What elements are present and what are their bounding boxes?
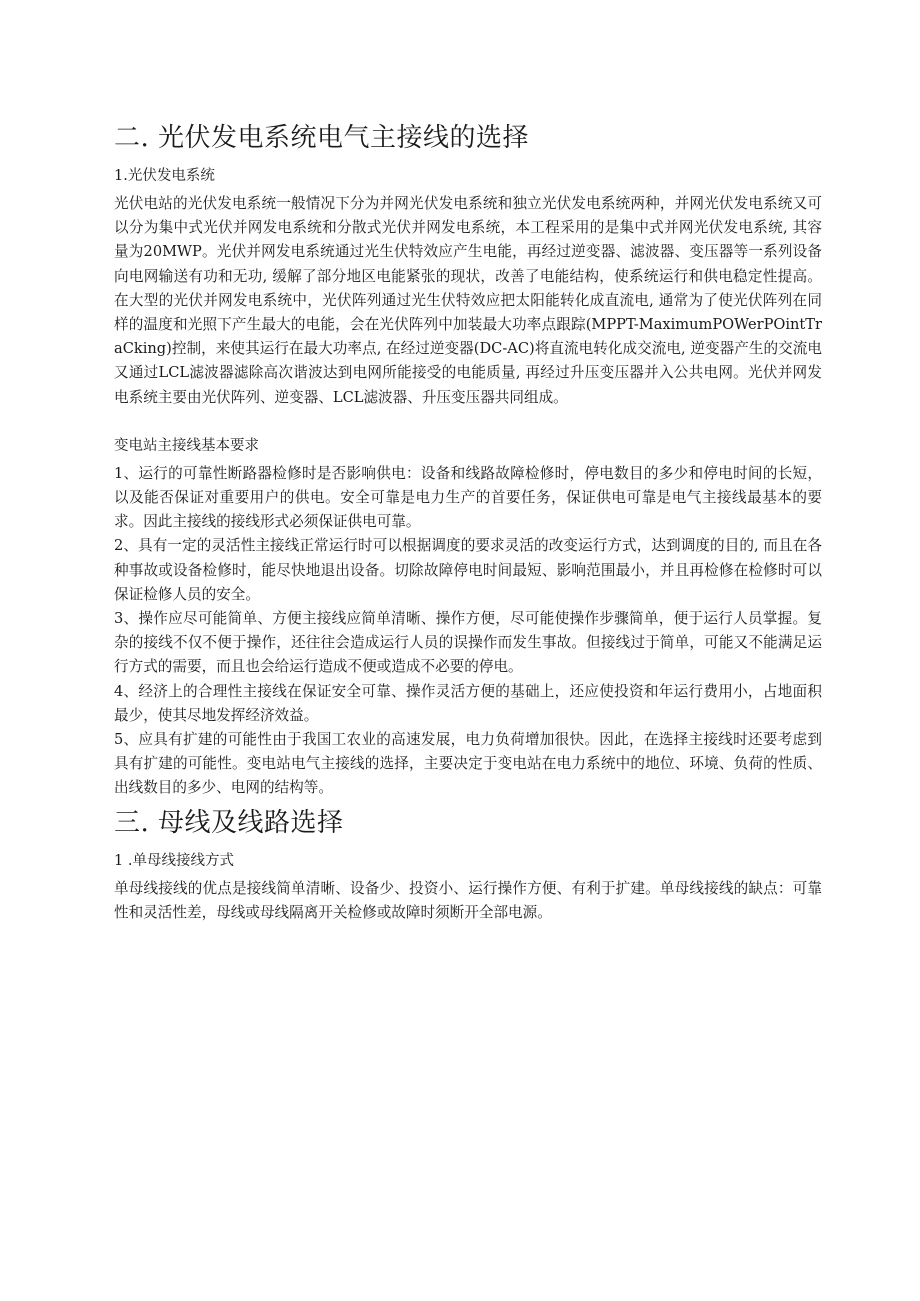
requirement-item-3: 3、操作应尽可能简单、方便主接线应简单清晰、操作方便，尽可能使操作步骤简单，便于运行人员掌握。复杂的接线不仅不便于操作，还往往会造成运行人员的误操作而发生事故。但接线过于简单，可能又不能满足运行方式的需要，而且也会给运行造成不便或造成不必要的停电。 — [114, 610, 822, 676]
section-2-subheading: 1.光伏发电系统 — [114, 168, 215, 184]
requirement-item-1: 1、运行的可靠性断路器检修时是否影响供电：设备和线路故障检修时，停电数目的多少和停电时间的长短，以及能否保证对重要用户的供电。安全可靠是电力生产的首要任务，保证供电可靠是电气主接线最基本的要求。因此主接线的接线形式必须保证供电可靠。 — [114, 464, 822, 531]
section-2-title: 二. 光伏发电系统电气主接线的选择 — [114, 123, 530, 153]
requirement-item-5: 5、应具有扩建的可能性由于我国工农业的高速发展，电力负荷增加很快。因此，在选择主接线时还要考虑到具有扩建的可能性。变电站电气主接线的选择，主要决定于变电站在电力系统中的地位、环境、负荷的性质、出线数目的多少、电网的结构等。 — [114, 731, 822, 797]
section-3-title: 三. 母线及线路选择 — [114, 807, 344, 838]
requirements-heading: 变电站主接线基本要求 — [114, 437, 259, 454]
section-2-body: 光伏电站的光伏发电系统一般情况下分为并网光伏发电系统和独立光伏发电系统两种，并网光伏发电系统又可以分为集中式光伏并网发电系统和分散式光伏并网发电系统，本工程采用的是集中式并网光伏发电系统, 其容量为20MWP。光伏并网发电系统通过光生伏特效应产生电能，再经过逆变器、滤波器、变压器等一系列设备向电网输送有功和无功, 缓解了部分地区电能紧张的现状，改善了电能结构，使系统运行和供电稳定性提高。在大型的光伏并网发电系统中，光伏阵列通过光生伏特效应把太阳能转化成直流电, 通常为了使光伏阵列在同样的温度和光照下产生最大的电能，会在光伏阵列中加装最大功率点跟踪(MPPT-MaximumPOWerPOintTraCking)控制，来使其运行在最大功率点, 在经过逆变器(DC-AC)将直流电转化成交流电, 逆变器产生的交流电又通过LCL滤波器滤除高次谐波达到电网所能接受的电能质量, 再经过升压变压器并入公共电网。光伏并网发电系统主要由光伏阵列、逆变器、LCL滤波器、升压变压器共同组成。 — [114, 195, 822, 406]
section-3-body: 单母线接线的优点是接线简单清晰、设备少、投资小、运行操作方便、有利于扩建。单母线接线的缺点：可靠性和灵活性差，母线或母线隔离开关检修或故障时须断开全部电源。 — [114, 879, 822, 921]
section-3-subheading: 1 .单母线接线方式 — [114, 852, 234, 869]
document-content — [114, 118, 822, 925]
requirement-item-4: 4、经济上的合理性主接线在保证安全可靠、操作灵活方便的基础上，还应使投资和年运行费用小，占地面积最少，使其尽地发挥经济效益。 — [114, 682, 822, 724]
paragraph-spacer — [114, 410, 822, 434]
requirement-item-2: 2、具有一定的灵活性主接线正常运行时可以根据调度的要求灵活的改变运行方式，达到调度的目的, 而且在各种事故或设备检修时，能尽快地退出设备。切除故障停电时间最短、影响范围最小，并且再检修在检修时可以保证检修人员的安全。 — [114, 537, 822, 603]
